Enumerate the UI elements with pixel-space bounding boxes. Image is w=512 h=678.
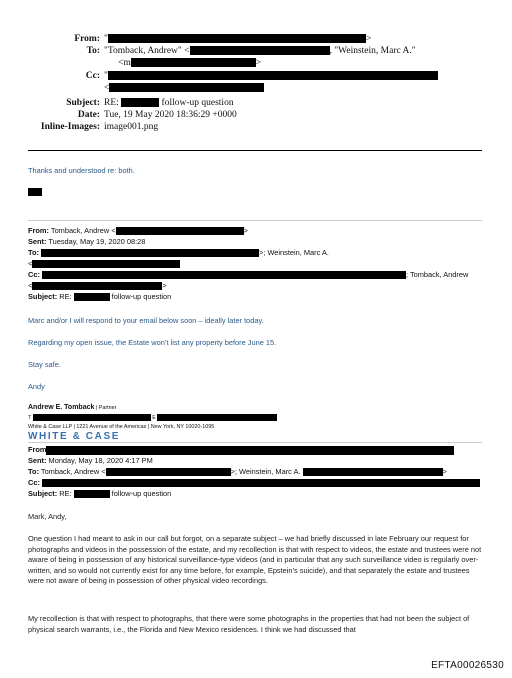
redaction: [157, 414, 277, 421]
msg2-cc: Cc: ; Tomback, Andrew: [28, 270, 469, 279]
redaction: [109, 83, 264, 92]
redaction: [108, 71, 438, 80]
inline-images-label: Inline-Images:: [40, 122, 100, 132]
msg2-to-line2: <: [28, 259, 180, 268]
message-divider: [28, 220, 482, 221]
redaction: [108, 34, 366, 43]
msg2-to: To: >; Weinstein, Marc A.: [28, 248, 329, 257]
msg2-from: From: Tomback, Andrew < >: [28, 226, 248, 235]
to-line2: <m >: [118, 58, 262, 68]
msg3-cc: Cc:: [28, 478, 480, 487]
header-divider: [28, 150, 482, 151]
msg3-subject: Subject: RE: follow-up question: [28, 489, 172, 498]
msg2-sent: Sent: Tuesday, May 19, 2020 08:28: [28, 237, 146, 246]
redaction: [28, 188, 42, 196]
msg3-greeting: Mark, Andy,: [28, 512, 67, 521]
signature-contact: T E: [28, 414, 277, 421]
msg2-para3: Stay safe.: [28, 360, 61, 369]
redaction: [33, 414, 151, 421]
msg3-paragraph-1: One question I had meant to ask in our call but forgot, on a separate subject – we had briefly discussed in late February our request for photographs and videos in the possession of the estate, and my recollection is that with respect to videos, the estate and trustees were not aware of being in possession of any historical surveillance-type videos (and in particular that any such surveillance video is regularly over-written, and so would not currently exist for any time before, for example, Epstein’s suicide), and that separately the estate and trustees were not aware of being in possession of other physical video recordings.: [28, 534, 482, 586]
msg3-sent: Sent: Monday, May 18, 2020 4:17 PM: [28, 456, 153, 465]
message-divider: [28, 442, 482, 443]
from-label: From:: [74, 34, 100, 44]
redaction: [46, 446, 454, 455]
subject-label: Subject:: [66, 98, 100, 108]
bates-number: EFTA00026530: [431, 660, 504, 671]
reply-text: Thanks and understood re: both.: [28, 166, 135, 175]
msg2-para1: Marc and/or I will respond to your email below soon – ideally later today.: [28, 316, 264, 325]
signature-name: Andrew E. Tomback | Partner: [28, 404, 117, 411]
redaction: [42, 479, 480, 487]
msg2-cc-line2: < >: [28, 281, 167, 290]
to-value: "Tomback, Andrew" < , "Weinstein, Marc A.": [104, 46, 416, 56]
cc-label: Cc:: [85, 71, 100, 81]
redaction: [42, 271, 406, 279]
msg2-para4: Andy: [28, 382, 45, 391]
msg2-para2: Regarding my open issue, the Estate won’t list any property before June 15.: [28, 338, 277, 347]
redaction: [116, 227, 244, 235]
subject-value: RE: follow-up question: [104, 98, 234, 108]
cc-line2: <: [104, 82, 264, 94]
msg3-from: From: [28, 445, 454, 455]
redaction: [74, 490, 110, 498]
inline-images-value: image001.png: [104, 122, 159, 132]
to-label: To:: [86, 46, 100, 56]
redaction: [121, 98, 159, 107]
date-label: Date:: [77, 110, 100, 120]
msg2-subject: Subject: RE: follow-up question: [28, 292, 172, 301]
date-value: Tue, 19 May 2020 18:36:29 +0000: [104, 110, 237, 120]
redaction: [32, 282, 162, 290]
redaction: [190, 46, 330, 55]
cc-value: ": [104, 70, 438, 82]
msg3-to: To: Tomback, Andrew < >; Weinstein, Marc A. >: [28, 467, 447, 476]
signature-address: White & Case LLP | 1221 Avenue of the Americas | New York, NY 10020-1095: [28, 424, 215, 430]
redaction: [131, 58, 256, 67]
redaction: [106, 468, 231, 476]
white-case-logo: WHITE & CASE: [28, 431, 120, 442]
redaction: [303, 468, 443, 476]
redaction: [41, 249, 259, 257]
msg3-paragraph-2: My recollection is that with respect to photographs, that there were some photographs in the properties that had not been the subject of physical search warrants, i.e., the Florida and New Mexico residences. I think we had discussed that: [28, 614, 470, 634]
redaction: [32, 260, 180, 268]
from-value: " >: [104, 34, 372, 44]
redaction: [74, 293, 110, 301]
